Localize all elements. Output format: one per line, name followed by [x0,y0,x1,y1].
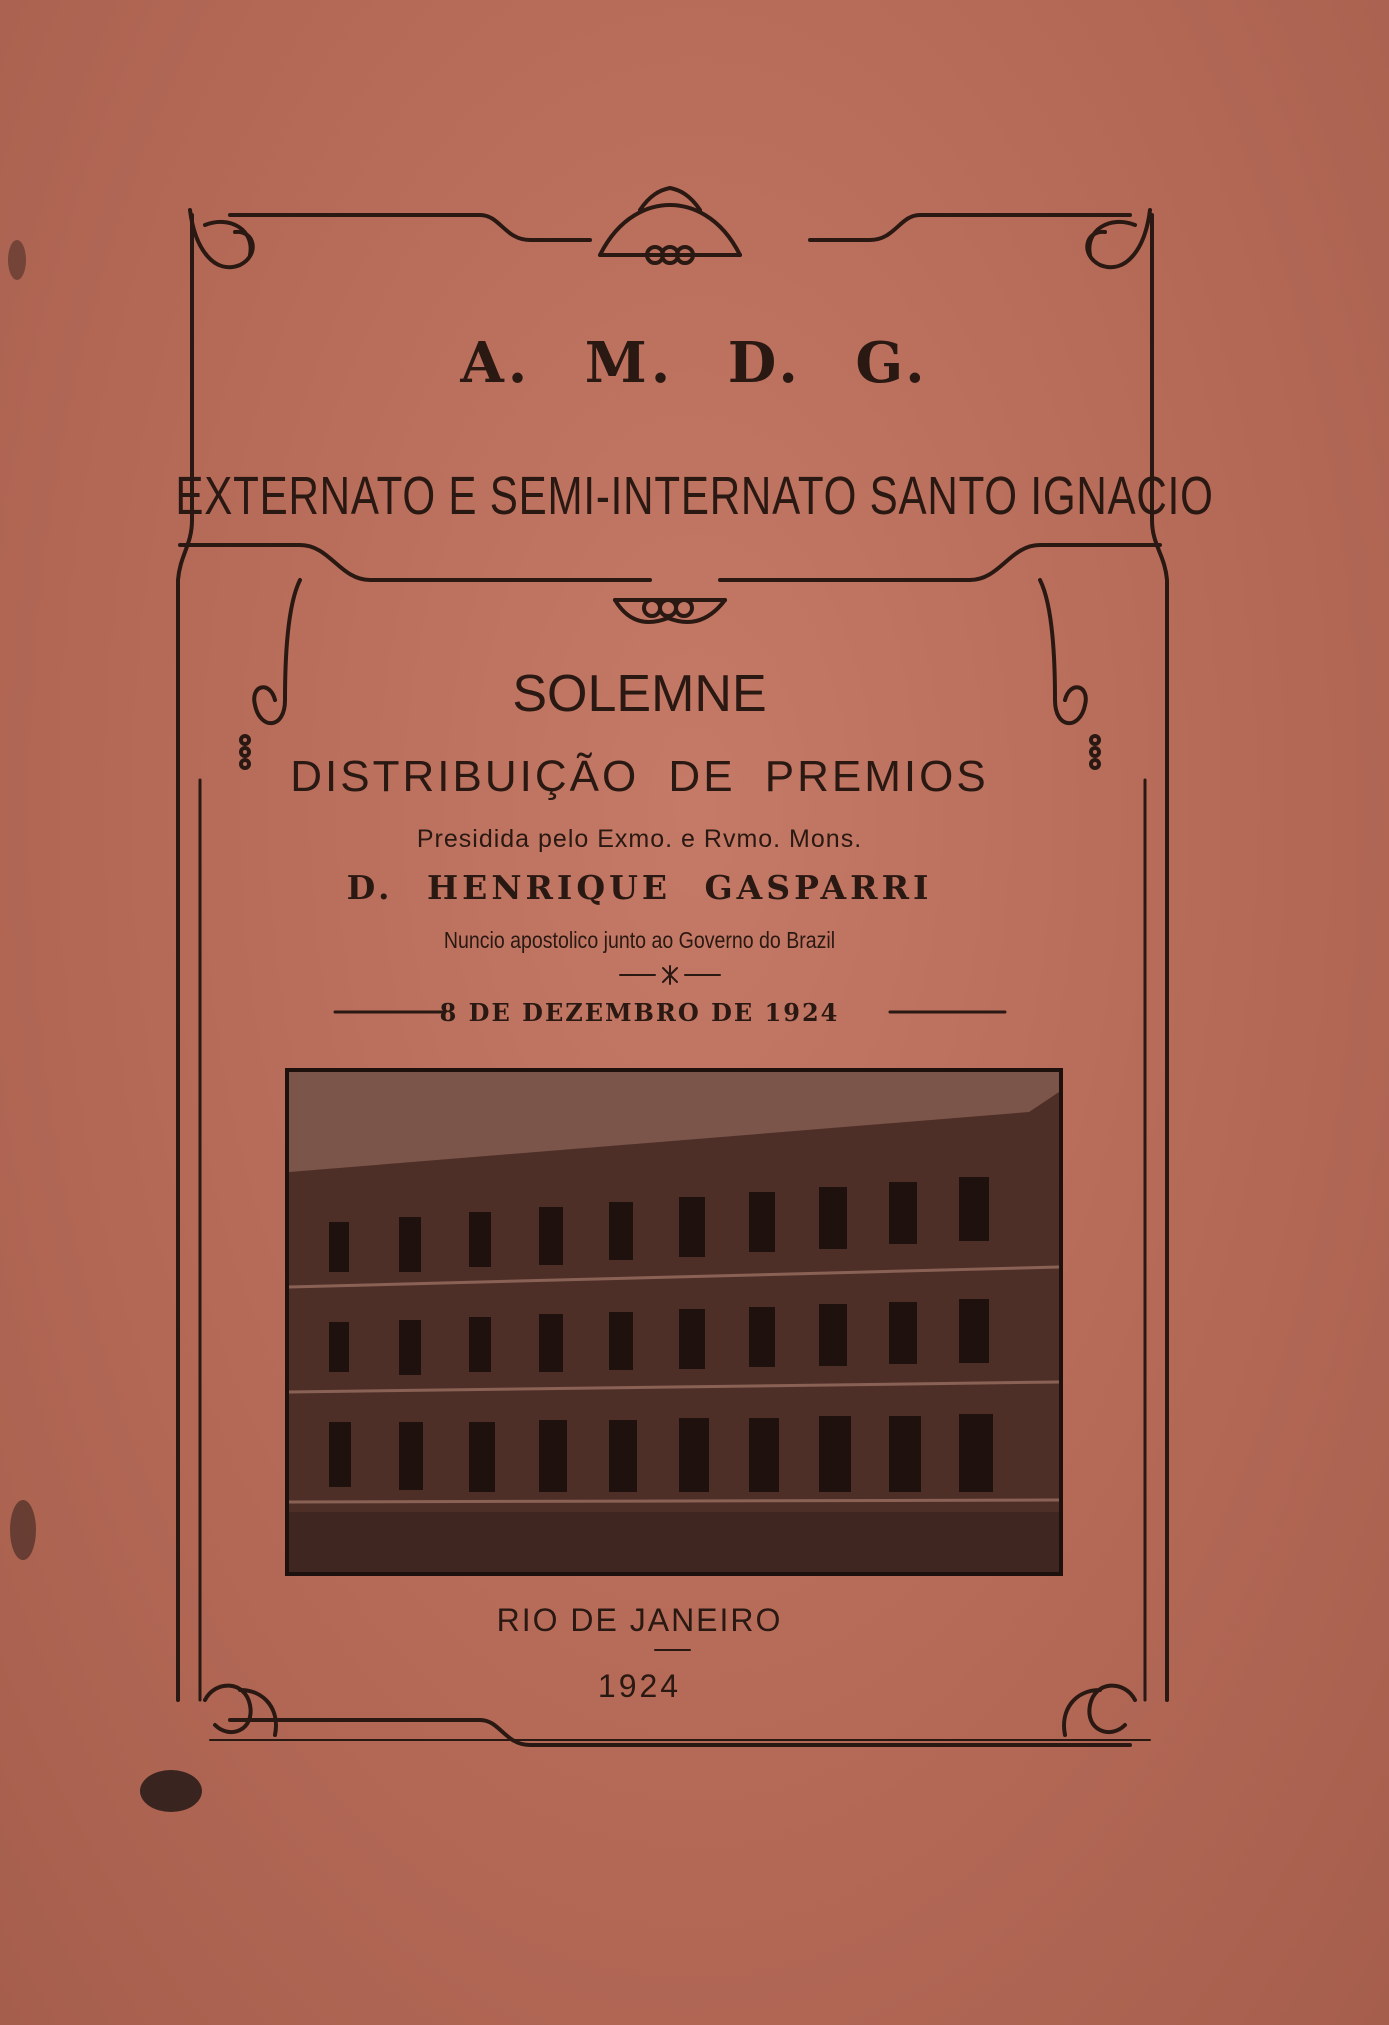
ink-stain [140,1770,202,1812]
ink-stain [8,240,26,280]
building-photograph [285,1068,1063,1576]
publication-city: RIO DE JANEIRO [496,1602,783,1638]
building-illustration [289,1072,1059,1572]
presider-title: Nuncio apostolico junto ao Governo do Brazil [443,927,836,953]
cover-header: A. M. D. G. [460,330,929,396]
event-subtitle: DISTRIBUIÇÃO DE PREMIOS [290,752,989,801]
presider-name: D. HENRIQUE GASPARRI [346,868,933,907]
event-title: SOLEMNE [512,665,767,723]
publication-year: 1924 [597,1668,682,1704]
institution-name: EXTERNATO E SEMI-INTERNATO SANTO IGNACIO [175,466,1214,526]
presided-by-line: Presidida pelo Exmo. e Rvmo. Mons. [416,825,863,853]
event-date: 8 DE DEZEMBRO DE 1924 [439,998,840,1027]
ink-stain [10,1500,36,1560]
